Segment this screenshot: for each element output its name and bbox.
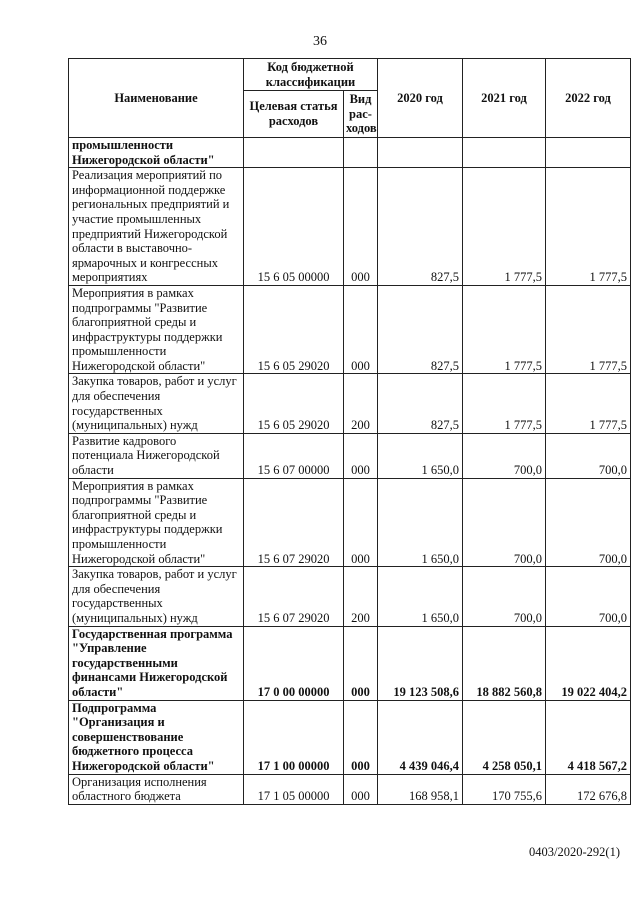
table-cell-2021: 1 777,5 <box>463 374 546 433</box>
table-cell-2022 <box>546 137 631 167</box>
table-cell-2021: 4 258 050,1 <box>463 700 546 774</box>
table-cell-2020: 827,5 <box>378 285 463 374</box>
table-row <box>69 137 631 167</box>
table-cell-expense-type: 000 <box>344 285 378 374</box>
table-header <box>69 59 631 138</box>
budget-table <box>68 58 631 805</box>
table-cell-2020: 19 123 508,6 <box>378 626 463 700</box>
document-code: 0403/2020-292(1) <box>529 845 620 859</box>
table-row <box>69 774 631 804</box>
table-cell-2021 <box>463 137 546 167</box>
table-cell-target-article: 15 6 07 29020 <box>244 567 344 626</box>
header-target-article: Целевая статья расходов <box>244 91 344 138</box>
header-year-2020: 2020 год <box>378 59 463 138</box>
table-cell-2022: 4 418 567,2 <box>546 700 631 774</box>
table-cell-target-article: 15 6 05 29020 <box>244 285 344 374</box>
table-cell-target-article: 15 6 05 00000 <box>244 168 344 286</box>
table-cell-2021: 1 777,5 <box>463 285 546 374</box>
table-row <box>69 478 631 567</box>
table-cell-name: промышленности Нижегородской области" <box>69 137 244 167</box>
table-cell-name: Закупка товаров, работ и услуг для обеспечения государственных (муниципальных) нужд <box>69 567 244 626</box>
table-cell-name: Реализация мероприятий по информационной поддержке региональных предприятий и участие промышленных предприятий Нижегородской области в выставочно-ярмарочных и конгрессных мероприятиях <box>69 168 244 286</box>
table-cell-name: Развитие кадрового потенциала Нижегородской области <box>69 433 244 478</box>
table-cell-2022: 700,0 <box>546 567 631 626</box>
table-cell-2021: 700,0 <box>463 567 546 626</box>
table-cell-expense-type <box>344 137 378 167</box>
header-name: Наименование <box>69 59 244 138</box>
table-cell-2020 <box>378 137 463 167</box>
table-cell-target-article: 17 0 00 00000 <box>244 626 344 700</box>
table-cell-expense-type: 000 <box>344 626 378 700</box>
table-row <box>69 700 631 774</box>
table-cell-expense-type: 200 <box>344 374 378 433</box>
table-cell-2022: 172 676,8 <box>546 774 631 804</box>
table-cell-2020: 827,5 <box>378 374 463 433</box>
table-cell-target-article: 15 6 05 29020 <box>244 374 344 433</box>
page-number: 36 <box>313 34 327 49</box>
header-year-2021: 2021 год <box>463 59 546 138</box>
table-cell-target-article: 15 6 07 00000 <box>244 433 344 478</box>
table-cell-name: Мероприятия в рамках подпрограммы "Развитие благоприятной среды и инфраструктуры поддержки промышленности Нижегородской области" <box>69 478 244 567</box>
table-cell-2022: 1 777,5 <box>546 374 631 433</box>
table-row <box>69 285 631 374</box>
table-body <box>69 137 631 804</box>
table-cell-2022: 700,0 <box>546 478 631 567</box>
table-cell-2020: 827,5 <box>378 168 463 286</box>
table-cell-expense-type: 000 <box>344 168 378 286</box>
table-cell-target-article: 17 1 05 00000 <box>244 774 344 804</box>
table-cell-2022: 700,0 <box>546 433 631 478</box>
table-cell-2020: 168 958,1 <box>378 774 463 804</box>
header-code-group: Код бюджетной классификации <box>244 59 378 91</box>
table-cell-2022: 19 022 404,2 <box>546 626 631 700</box>
table-cell-2020: 1 650,0 <box>378 433 463 478</box>
table-cell-2021: 700,0 <box>463 433 546 478</box>
table-row <box>69 567 631 626</box>
table-row <box>69 626 631 700</box>
table-cell-2022: 1 777,5 <box>546 168 631 286</box>
table-cell-target-article: 15 6 07 29020 <box>244 478 344 567</box>
table-cell-2021: 170 755,6 <box>463 774 546 804</box>
table-cell-target-article: 17 1 00 00000 <box>244 700 344 774</box>
table-cell-expense-type: 200 <box>344 567 378 626</box>
table-cell-target-article <box>244 137 344 167</box>
table-row <box>69 374 631 433</box>
table-cell-name: Подпрограмма "Организация и совершенствование бюджетного процесса Нижегородской области" <box>69 700 244 774</box>
header-year-2022: 2022 год <box>546 59 631 138</box>
table-cell-2020: 4 439 046,4 <box>378 700 463 774</box>
table-cell-name: Мероприятия в рамках подпрограммы "Развитие благоприятной среды и инфраструктуры поддержки промышленности Нижегородской области" <box>69 285 244 374</box>
table-row <box>69 168 631 286</box>
table-cell-2021: 1 777,5 <box>463 168 546 286</box>
table-cell-2021: 700,0 <box>463 478 546 567</box>
table-cell-name: Государственная программа "Управление государственными финансами Нижегородской области" <box>69 626 244 700</box>
table-cell-expense-type: 000 <box>344 774 378 804</box>
table-cell-expense-type: 000 <box>344 433 378 478</box>
table-cell-name: Закупка товаров, работ и услуг для обеспечения государственных (муниципальных) нужд <box>69 374 244 433</box>
table-cell-2020: 1 650,0 <box>378 567 463 626</box>
table-cell-expense-type: 000 <box>344 700 378 774</box>
table-cell-expense-type: 000 <box>344 478 378 567</box>
table-row <box>69 433 631 478</box>
header-expense-type: Вид рас-ходов <box>344 91 378 138</box>
table-cell-2022: 1 777,5 <box>546 285 631 374</box>
table-cell-2020: 1 650,0 <box>378 478 463 567</box>
table-cell-name: Организация исполнения областного бюджета <box>69 774 244 804</box>
table-cell-2021: 18 882 560,8 <box>463 626 546 700</box>
